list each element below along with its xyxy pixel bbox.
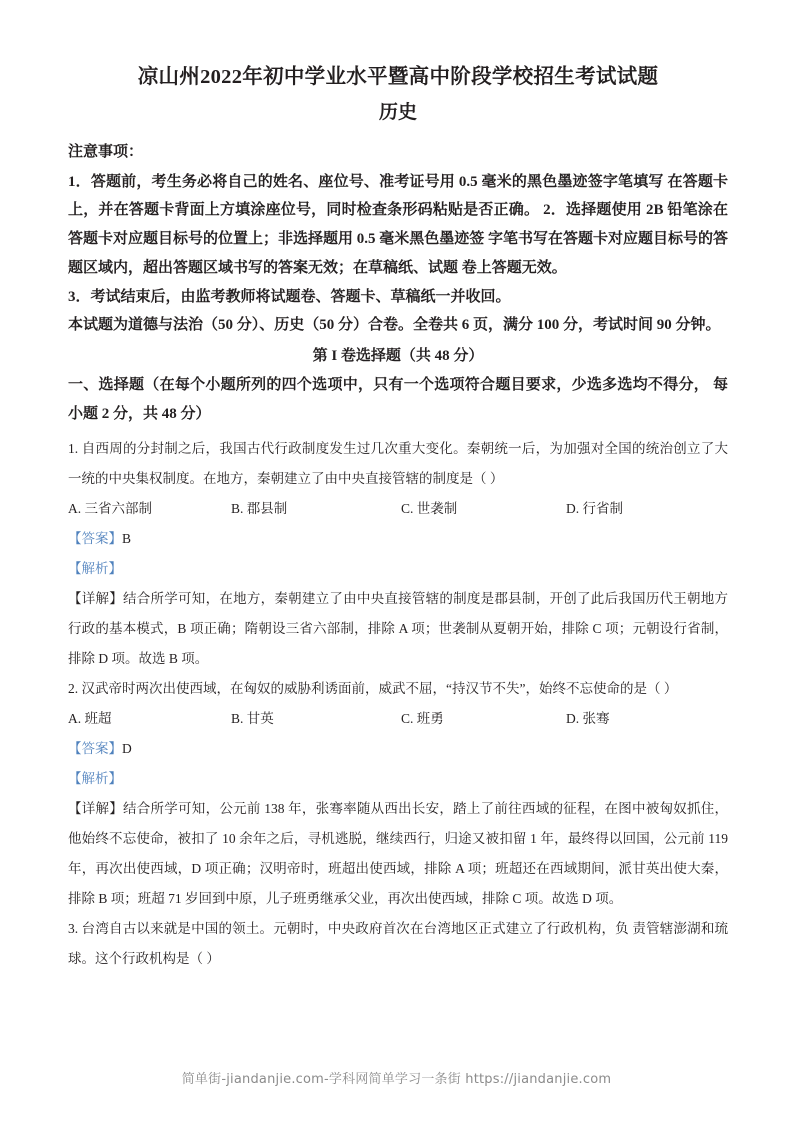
- question-options: [68, 704, 728, 734]
- notice-item-3: 本试题为道德与法治（50 分）、历史（50 分）合卷。全卷共 6 页，满分 100 分，考试时间 90 分钟。: [68, 317, 721, 334]
- question-stem: 1. 自西周的分封制之后，我国古代行政制度发生过几次重大变化。秦朝统一后，为加强对全国的统治创立了大一统的中央集权制度。在地方，秦朝建立了由中央直接管辖的制度是（ ）: [68, 441, 728, 487]
- notice-item-1: 1．答题前，考生务必将自己的姓名、座位号、准考证号用 0.5 毫米的黑色墨迹签字笔填写 在答题卡上，并在答题卡背面上方填涂座位号，同时检查条形码粘贴是否正确。 2．选择题使用 2B 铅笔涂在答题卡对应题目标号的位置上；非选择题用 0.5 毫米黑色墨迹签 字笔书写在答题卡对应题目标号的答题区域内，超出答题区域书写的答案无效；在草稿纸、试题 卷上答题无效。: [68, 173, 729, 276]
- option-d[interactable]: D. 张骞: [566, 711, 610, 727]
- option-c[interactable]: C. 班勇: [401, 711, 444, 727]
- answer-line: [68, 734, 728, 764]
- detail-tag: 【详解】: [68, 591, 124, 607]
- option-b[interactable]: B. 甘英: [231, 711, 274, 727]
- notice-item-2: 3．考试结束后，由监考教师将试题卷、答题卡、草稿纸一并收回。: [68, 288, 511, 305]
- question-block-2: [68, 674, 728, 914]
- answer-tag: 【答案】: [68, 741, 122, 757]
- option-c[interactable]: C. 世袭制: [401, 501, 458, 517]
- analysis-line: [68, 554, 728, 584]
- answer-value: D: [122, 741, 132, 757]
- page-content: [68, 62, 728, 974]
- page-subtitle: 历史: [378, 101, 417, 123]
- footer-watermark: 简单街-jiandanjie.com-学科网简单学习一条街 https://jiandanjie.com: [181, 1072, 612, 1087]
- analysis-tag: 【解析】: [68, 561, 122, 577]
- analysis-tag: 【解析】: [68, 771, 122, 787]
- option-a[interactable]: A. 三省六部制: [68, 501, 152, 517]
- question-stem: 3. 台湾自古以来就是中国的领土。元朝时，中央政府首次在台湾地区正式建立了行政机构，负 责管辖澎湖和琉球。这个行政机构是（ ）: [68, 920, 728, 966]
- question-block-3: [68, 914, 728, 974]
- detail-line: [68, 794, 728, 914]
- notices-heading: 注意事项：: [68, 144, 144, 161]
- page-title: 凉山州2022年初中学业水平暨高中阶段学校招生考试试题: [137, 66, 659, 88]
- option-d[interactable]: D. 行省制: [566, 501, 623, 517]
- detail-text: 结合所学可知，在地方，秦朝建立了由中央直接管辖的制度是郡县制，开创了此后我国历代王朝地方行政的基本模式，B 项正确；隋朝设三省六部制，排除 A 项；世袭制从夏朝开始，排除 C 项；元朝设行省制，排除 D 项。故选 B 项。: [68, 591, 729, 667]
- question-stem: 2. 汉武帝时两次出使西域，在匈奴的威胁利诱面前，威武不屈，“持汉节不失”，始终不忘使命的是（ ）: [68, 681, 678, 697]
- detail-tag: 【详解】: [68, 801, 124, 816]
- detail-line: [68, 584, 728, 674]
- answer-tag: 【答案】: [68, 531, 122, 547]
- detail-text: 结合所学可知，公元前 138 年，张骞率随从西出长安，踏上了前往西域的征程，在图中被匈奴抓住，他始终不忘使命，被扣了 10 余年之后，寻机逃脱，继续西行，归途又被扣留 1 年，最终得以回国，公元前 119 年，再次出使西域，D 项正确；汉明帝时，班超出使西域，排除 A 项；班超还在西域期间，派甘英出使大秦，排除 B 项；班超 71 岁回到中原，儿子班勇继承父业，再次出使西域，排除 C 项。故选 D 项。: [68, 801, 729, 906]
- section-paper-one-heading: 第 I 卷选择题（共 48 分）: [312, 348, 484, 365]
- section-part-one-heading: 一、选择题（在每个小题所列的四个选项中，只有一个选项符合题目要求，少选多选均不得分， 每小题 2 分，共 48 分）: [68, 376, 728, 422]
- answer-line: [68, 524, 728, 554]
- option-b[interactable]: B. 郡县制: [231, 501, 288, 517]
- analysis-line: [68, 764, 728, 794]
- question-options: [68, 494, 728, 524]
- answer-value: B: [122, 531, 132, 547]
- option-a[interactable]: A. 班超: [68, 711, 112, 727]
- question-block-1: [68, 434, 728, 674]
